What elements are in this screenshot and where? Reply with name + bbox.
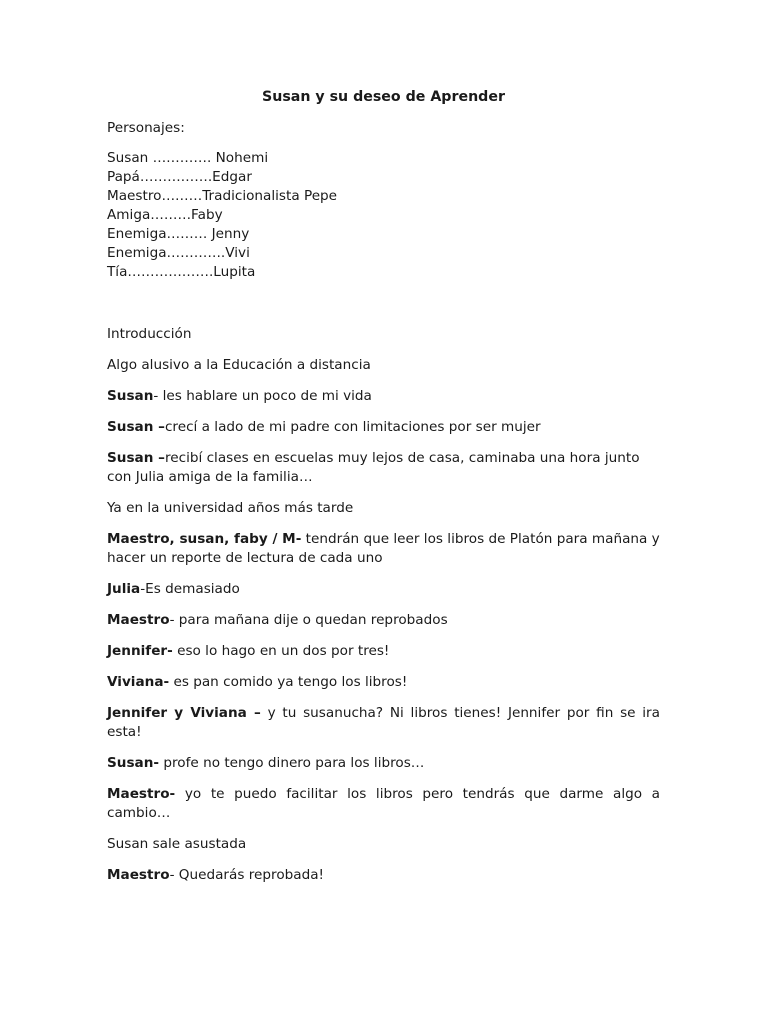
script-line bbox=[107, 754, 660, 773]
intro-heading: Introducción bbox=[107, 326, 192, 342]
speaker-name: Julia bbox=[107, 581, 141, 597]
cast-list bbox=[107, 149, 660, 282]
speaker-name: Susan – bbox=[107, 419, 165, 435]
script-line bbox=[107, 611, 660, 630]
line-text: es pan comido ya tengo los libros! bbox=[169, 674, 408, 690]
cast-item: Susan …………. Nohemi bbox=[107, 150, 269, 166]
cast-item: Maestro………Tradicionalista Pepe bbox=[107, 188, 338, 204]
script-line bbox=[107, 835, 660, 854]
speaker-name: Susan – bbox=[107, 450, 165, 466]
script-line bbox=[107, 387, 660, 406]
script-line bbox=[107, 418, 660, 437]
script-line bbox=[107, 642, 660, 661]
script-line bbox=[107, 866, 660, 885]
speaker-name: Susan- bbox=[107, 755, 160, 771]
script-line bbox=[107, 530, 660, 568]
document-title: Susan y su deseo de Aprender bbox=[262, 89, 505, 105]
line-text: y tu susanucha? Ni libros tienes! Jennifer por fin se ira esta! bbox=[107, 705, 660, 740]
speaker-name: Maestro bbox=[107, 612, 170, 628]
script-line bbox=[107, 785, 660, 823]
cast-item: Papá…………….Edgar bbox=[107, 169, 252, 185]
line-text: yo te puedo facilitar los libros pero tendrás que darme algo a cambio… bbox=[107, 786, 660, 821]
speaker-name: Maestro- bbox=[107, 786, 176, 802]
cast-item: Enemiga……… Jenny bbox=[107, 226, 250, 242]
script-line bbox=[107, 580, 660, 599]
script-line bbox=[107, 356, 660, 375]
line-text: tendrán que leer los libros de Platón para mañana y hacer un reporte de lectura de cada uno bbox=[107, 531, 660, 566]
speaker-name: Jennifer y Viviana – bbox=[107, 705, 261, 721]
speaker-name: Maestro, susan, faby / M- bbox=[107, 531, 302, 547]
script-line bbox=[107, 704, 660, 742]
cast-item: Tía……………….Lupita bbox=[107, 264, 256, 280]
speaker-name: Jennifer- bbox=[107, 643, 173, 659]
line-text: - para mañana dije o quedan reprobados bbox=[169, 612, 448, 628]
line-text: Algo alusivo a la Educación a distancia bbox=[107, 357, 371, 373]
script-line bbox=[107, 449, 660, 487]
line-text: - Quedarás reprobada! bbox=[169, 867, 325, 883]
script-line bbox=[107, 499, 660, 518]
line-text: Ya en la universidad años más tarde bbox=[107, 500, 354, 516]
line-text: Susan sale asustada bbox=[107, 836, 247, 852]
cast-label: Personajes: bbox=[107, 120, 185, 136]
line-text: - les hablare un poco de mi vida bbox=[153, 388, 372, 404]
line-text: -Es demasiado bbox=[140, 581, 240, 597]
line-text: profe no tengo dinero para los libros… bbox=[159, 755, 425, 771]
speaker-name: Susan bbox=[107, 388, 154, 404]
cast-item: Enemiga………….Vivi bbox=[107, 245, 250, 261]
line-text: eso lo hago en un dos por tres! bbox=[172, 643, 390, 659]
line-text: recibí clases en escuelas muy lejos de casa, caminaba una hora junto con Julia amiga de la familia… bbox=[107, 450, 640, 485]
speaker-name: Maestro bbox=[107, 867, 170, 883]
cast-item: Amiga………Faby bbox=[107, 207, 223, 223]
speaker-name: Viviana- bbox=[107, 674, 170, 690]
script-line bbox=[107, 673, 660, 692]
line-text: crecí a lado de mi padre con limitaciones por ser mujer bbox=[164, 419, 541, 435]
document-page bbox=[107, 88, 660, 897]
